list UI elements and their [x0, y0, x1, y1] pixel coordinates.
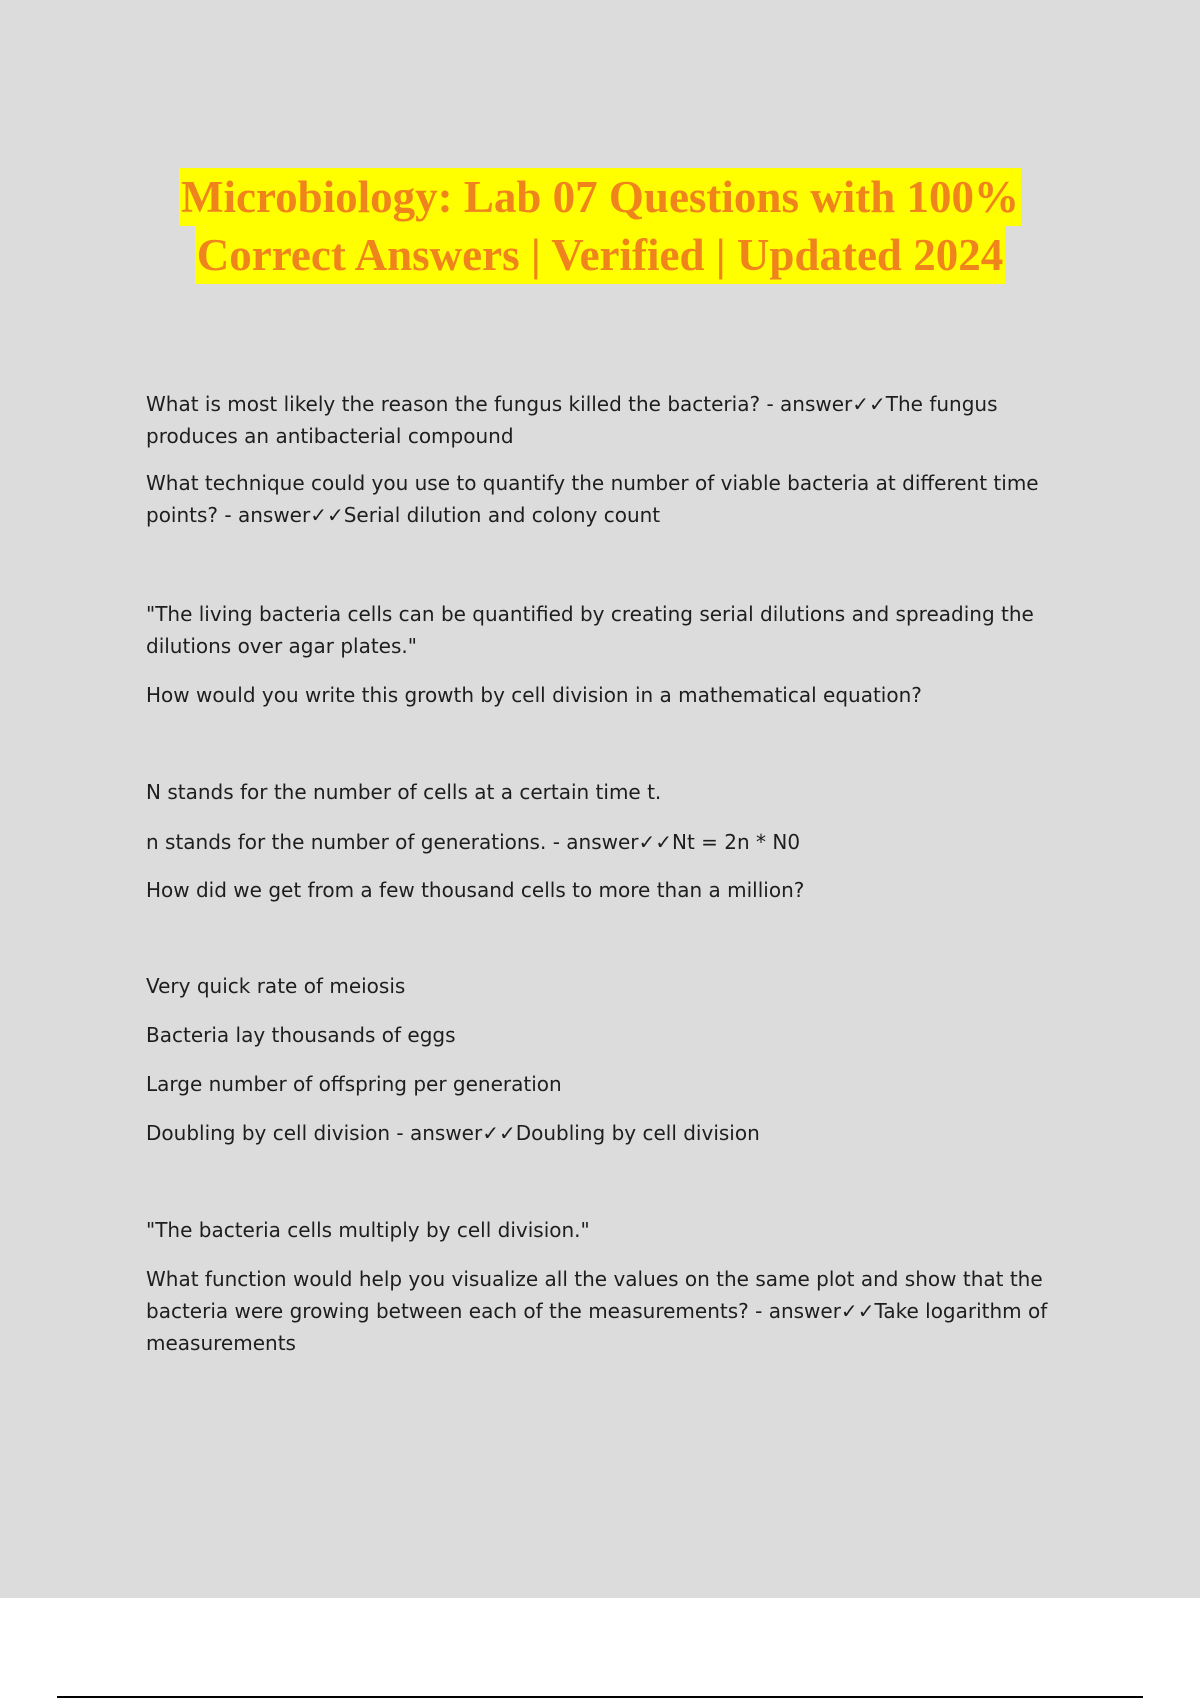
paragraph: N stands for the number of cells at a certain time t.: [146, 780, 662, 804]
paragraph: n stands for the number of generations. - answer✓✓Nt = 2n * N0: [146, 830, 801, 854]
paragraph: Very quick rate of meiosis: [146, 974, 406, 998]
title-line-2: Correct Answers | Verified | Updated 2024: [195, 226, 1005, 284]
paragraph: How would you write this growth by cell division in a mathematical equation?: [146, 683, 922, 707]
paragraph: What function would help you visualize all the values on the same plot and show that the bacteria were growing between each of the measurements? - answer✓✓Take logarithm of measurements: [146, 1267, 1048, 1355]
paragraph: What technique could you use to quantify the number of viable bacteria at different time points? - answer✓✓Serial dilution and colony count: [146, 471, 1039, 527]
paragraph: How did we get from a few thousand cells to more than a million?: [146, 878, 805, 902]
paragraph: What is most likely the reason the fungus killed the bacteria? - answer✓✓The fungus produces an antibacterial compound: [146, 392, 998, 448]
document-title: [0, 168, 1200, 284]
paragraph: "The living bacteria cells can be quantified by creating serial dilutions and spreading the dilutions over agar plates.": [146, 602, 1034, 658]
paragraph: Doubling by cell division - answer✓✓Doubling by cell division: [146, 1121, 760, 1145]
paragraph: Bacteria lay thousands of eggs: [146, 1023, 456, 1047]
paragraph: "The bacteria cells multiply by cell division.": [146, 1218, 590, 1242]
bottom-divider: [57, 1696, 1143, 1698]
paragraph: Large number of offspring per generation: [146, 1072, 562, 1096]
title-line-1: Microbiology: Lab 07 Questions with 100%: [179, 168, 1021, 226]
